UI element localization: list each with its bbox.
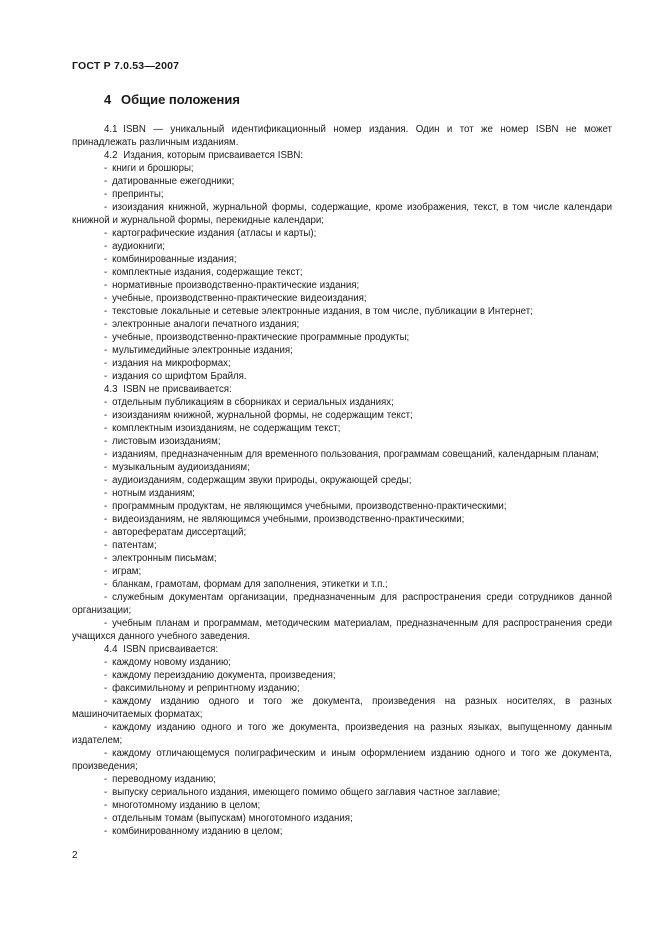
- dash-bullet: -: [104, 657, 108, 668]
- dash-bullet: -: [104, 592, 108, 603]
- list-item-text: препринты;: [112, 189, 164, 200]
- dash-bullet: -: [104, 501, 108, 512]
- dash-bullet: -: [104, 683, 108, 694]
- section-title: Общие положения: [120, 92, 240, 107]
- list-item: [72, 721, 612, 747]
- list-item: [72, 318, 612, 331]
- dash-bullet: -: [104, 475, 108, 486]
- list-item-text: изоиздания книжной, журнальной формы, содержащие, кроме изображения, текст, в том числе календари книжной и журнальной формы, перекидные календари;: [72, 202, 612, 226]
- list-item-text: видеоизданиям, не являющимся учебными, производственно-практическими;: [112, 514, 465, 525]
- list-item-text: патентам;: [112, 540, 157, 551]
- list-item: [72, 799, 612, 812]
- list-item-text: издания со шрифтом Брайля.: [112, 371, 247, 382]
- list-item-text: комплектные издания, содержащие текст;: [112, 267, 303, 278]
- list-item: [72, 591, 612, 617]
- dash-bullet: -: [104, 514, 108, 525]
- list-item: [72, 162, 612, 175]
- list-item-text: каждому изданию одного и того же документа, произведения на разных носителях, в разных машиночитаемых форматах;: [72, 696, 612, 720]
- dash-bullet: -: [104, 306, 108, 317]
- dash-bullet: -: [104, 787, 108, 798]
- dash-bullet: -: [104, 267, 108, 278]
- list-item: [72, 370, 612, 383]
- list-item: [72, 201, 612, 227]
- clause-text: ISBN — уникальный идентификационный номер издания. Один и тот же номер ISBN не может принадлежать различным изданиям.: [72, 124, 612, 148]
- dash-bullet: -: [104, 176, 108, 187]
- list-item-text: каждому переизданию документа, произведения;: [112, 670, 336, 681]
- list-item: [72, 487, 612, 500]
- dash-bullet: -: [104, 488, 108, 499]
- list-item-text: учебные, производственно-практические видеоиздания;: [112, 293, 367, 304]
- dash-bullet: -: [104, 423, 108, 434]
- list-item-text: факсимильному и репринтному изданию;: [112, 683, 300, 694]
- dash-bullet: -: [104, 410, 108, 421]
- dash-bullet: -: [104, 826, 108, 837]
- list-item: [72, 279, 612, 292]
- list-item-text: авторефератам диссертаций;: [112, 527, 247, 538]
- clause-intro: [72, 383, 612, 396]
- list-item: [72, 266, 612, 279]
- list-item-text: листовым изоизданиям;: [112, 436, 221, 447]
- clause-number: 4.2: [104, 150, 118, 161]
- list-item: [72, 656, 612, 669]
- dash-bullet: -: [104, 813, 108, 824]
- clause-intro: [72, 149, 612, 162]
- clause-items: [72, 396, 612, 643]
- list-item: [72, 344, 612, 357]
- list-item-text: программным продуктам, не являющимся учебными, производственно-практическими;: [112, 501, 507, 512]
- list-item-text: служебным документам организации, предназначенным для распространения среди сотрудников данной организации;: [72, 592, 612, 616]
- dash-bullet: -: [104, 696, 108, 707]
- list-item: [72, 396, 612, 409]
- clause-intro: [72, 123, 612, 149]
- list-item-text: электронные аналоги печатного издания;: [112, 319, 300, 330]
- list-item: [72, 448, 612, 461]
- standard-code: ГОСТ Р 7.0.53—2007: [72, 60, 180, 72]
- dash-bullet: -: [104, 462, 108, 473]
- list-item-text: нормативные производственно-практические издания;: [112, 280, 360, 291]
- list-item-text: книги и брошюры;: [112, 163, 194, 174]
- dash-bullet: -: [104, 254, 108, 265]
- list-item: [72, 552, 612, 565]
- list-item-text: комбинированные издания;: [112, 254, 237, 265]
- list-item: [72, 617, 612, 643]
- clause-items: [72, 162, 612, 383]
- dash-bullet: -: [104, 670, 108, 681]
- list-item-text: картографические издания (атласы и карты);: [112, 228, 317, 239]
- list-item: [72, 695, 612, 721]
- clause-text: ISBN не присваивается:: [123, 384, 232, 395]
- list-item-text: нотным изданиям;: [112, 488, 195, 499]
- list-item-text: комбинированному изданию в целом;: [112, 826, 283, 837]
- list-item: [72, 188, 612, 201]
- section-number: 4: [104, 92, 112, 107]
- clause-number: 4.1: [104, 124, 118, 135]
- dash-bullet: -: [104, 371, 108, 382]
- list-item-text: изоизданиям книжной, журнальной формы, не содержащим текст;: [112, 410, 413, 421]
- dash-bullet: -: [104, 566, 108, 577]
- clause-number: 4.3: [104, 384, 118, 395]
- dash-bullet: -: [104, 540, 108, 551]
- list-item: [72, 773, 612, 786]
- list-item-text: учебные, производственно-практические программные продукты;: [112, 332, 410, 343]
- list-item: [72, 474, 612, 487]
- list-item-text: каждому новому изданию;: [112, 657, 231, 668]
- dash-bullet: -: [104, 436, 108, 447]
- clause-4-3: [72, 383, 612, 643]
- dash-bullet: -: [104, 319, 108, 330]
- dash-bullet: -: [104, 579, 108, 590]
- list-item: [72, 422, 612, 435]
- dash-bullet: -: [104, 163, 108, 174]
- list-item: [72, 747, 612, 773]
- list-item: [72, 812, 612, 825]
- dash-bullet: -: [104, 527, 108, 538]
- list-item: [72, 578, 612, 591]
- dash-bullet: -: [104, 800, 108, 811]
- dash-bullet: -: [104, 449, 108, 460]
- dash-bullet: -: [104, 553, 108, 564]
- list-item: [72, 669, 612, 682]
- page-number: 2: [72, 850, 78, 861]
- dash-bullet: -: [104, 345, 108, 356]
- dash-bullet: -: [104, 241, 108, 252]
- list-item-text: текстовые локальные и сетевые электронные издания, в том числе, публикации в Интернет;: [112, 306, 533, 317]
- dash-bullet: -: [104, 774, 108, 785]
- list-item-text: датированные ежегодники;: [112, 176, 235, 187]
- list-item-text: аудиокниги;: [112, 241, 165, 252]
- dash-bullet: -: [104, 228, 108, 239]
- running-header: [72, 60, 612, 72]
- list-item: [72, 175, 612, 188]
- list-item: [72, 825, 612, 838]
- dash-bullet: -: [104, 189, 108, 200]
- list-item-text: изданиям, предназначенным для временного пользования, программам совещаний, календарным планам;: [112, 449, 599, 460]
- dash-bullet: -: [104, 748, 108, 759]
- list-item: [72, 331, 612, 344]
- dash-bullet: -: [104, 397, 108, 408]
- list-item: [72, 435, 612, 448]
- document-body: [72, 123, 612, 838]
- clause-intro: [72, 643, 612, 656]
- list-item-text: отдельным публикациям в сборниках и сериальных изданиях;: [112, 397, 394, 408]
- dash-bullet: -: [104, 618, 108, 629]
- list-item: [72, 357, 612, 370]
- clause-items: [72, 656, 612, 838]
- list-item: [72, 513, 612, 526]
- dash-bullet: -: [104, 202, 108, 213]
- list-item-text: аудиоизданиям, содержащим звуки природы, окружающей среды;: [112, 475, 412, 486]
- list-item-text: переводному изданию;: [112, 774, 216, 785]
- list-item-text: мультимедийные электронные издания;: [112, 345, 293, 356]
- list-item-text: учебным планам и программам, методическим материалам, предназначенным для распространения среди учащихся данного учебного заведения.: [72, 618, 612, 642]
- list-item: [72, 253, 612, 266]
- list-item: [72, 305, 612, 318]
- list-item: [72, 539, 612, 552]
- dash-bullet: -: [104, 332, 108, 343]
- list-item: [72, 461, 612, 474]
- clause-4-2: [72, 149, 612, 383]
- dash-bullet: -: [104, 280, 108, 291]
- list-item: [72, 292, 612, 305]
- list-item: [72, 409, 612, 422]
- list-item: [72, 227, 612, 240]
- list-item: [72, 786, 612, 799]
- list-item-text: каждому изданию одного и того же документа, произведения на разных языках, выпущенному данным издателем;: [72, 722, 612, 746]
- section-heading: [104, 92, 612, 107]
- list-item-text: издания на микроформах;: [112, 358, 231, 369]
- page-footer: [72, 850, 78, 862]
- clause-4-1: [72, 123, 612, 149]
- list-item: [72, 500, 612, 513]
- list-item-text: бланкам, грамотам, формам для заполнения, этикетки и т.п.;: [112, 579, 388, 590]
- list-item-text: выпуску сериального издания, имеющего помимо общего заглавия частное заглавие;: [112, 787, 501, 798]
- list-item-text: каждому отличающемуся полиграфическим и иным оформлением изданию одного и того же документа, произведения;: [72, 748, 612, 772]
- list-item: [72, 240, 612, 253]
- clause-text: Издания, которым присваивается ISBN:: [123, 150, 304, 161]
- list-item-text: музыкальным аудиоизданиям;: [112, 462, 250, 473]
- dash-bullet: -: [104, 722, 108, 733]
- list-item-text: электронным письмам;: [112, 553, 217, 564]
- clause-text: ISBN присваивается:: [123, 644, 219, 655]
- dash-bullet: -: [104, 358, 108, 369]
- clause-number: 4.4: [104, 644, 118, 655]
- list-item-text: комплектным изоизданиям, не содержащим текст;: [112, 423, 341, 434]
- list-item-text: отдельным томам (выпускам) многотомного издания;: [112, 813, 353, 824]
- list-item: [72, 682, 612, 695]
- list-item: [72, 565, 612, 578]
- dash-bullet: -: [104, 293, 108, 304]
- clause-4-4: [72, 643, 612, 838]
- list-item-text: играм;: [112, 566, 142, 577]
- list-item-text: многотомному изданию в целом;: [112, 800, 261, 811]
- list-item: [72, 526, 612, 539]
